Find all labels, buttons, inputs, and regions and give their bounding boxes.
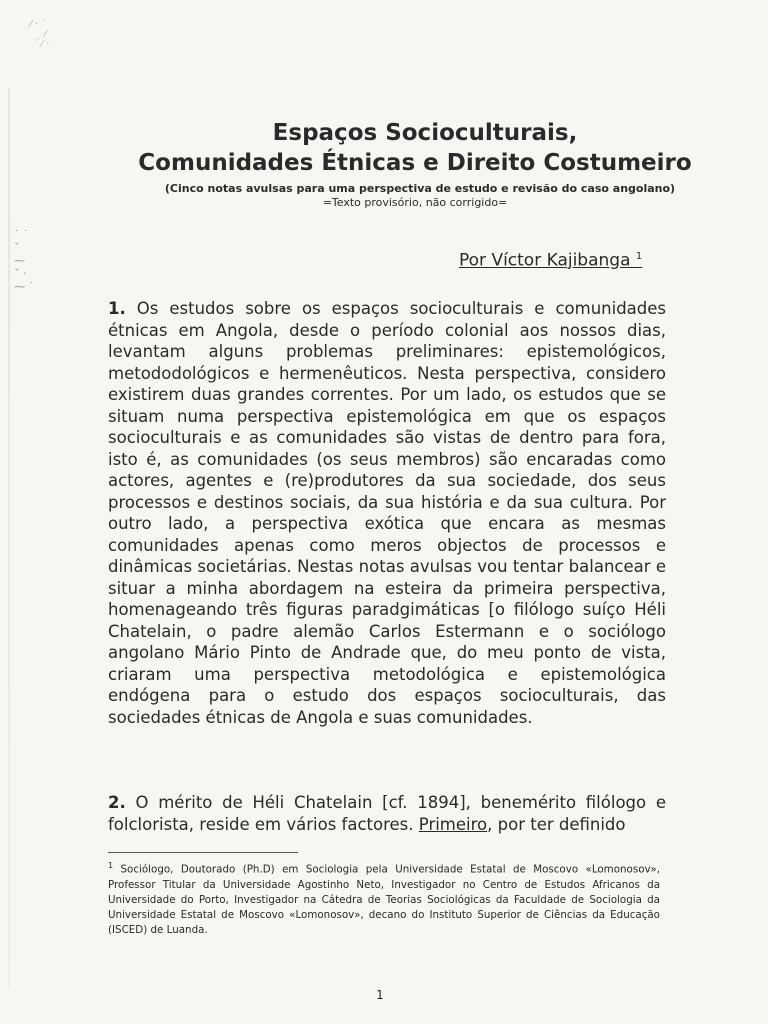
footnote-text: Sociólogo, Doutorado (Ph.D) em Sociologia pela Universidade Estatal de Moscovo «Lomonosov», Professor Titular da Universidade Agostinho Neto, Investigador no Centro de Estudos Africanos da Universidade do Porto, Investigador na Cátedra de Teorias Sociológicas da Faculdade de Sociologia da Universidade Estatal de Moscovo «Lomonosov», decano do Instituto Superior de Ciências da Educação (ISCED) de Luanda. <box>108 863 660 937</box>
paragraph-1-text: Os estudos sobre os espaços socioculturais e comunidades étnicas em Angola, desde o período colonial aos nossos dias, levantam alguns problemas preliminares: epistemológicos, metododológicos e hermenêuticos. Nesta perspectiva, considero existirem duas grandes correntes. Por um lado, os estudos que se situam numa perspectiva epistemológica em que os espaços socioculturais e as comunidades são vistas de dentro para fora, isto é, as comunidades (os seus membros) são encaradas como actores, agentes e (re)produtores da sua sociedade, dos seus processos e destinos sociais, da sua história e da sua cultura. Por outro lado, a perspectiva exótica que encara as mesmas comunidades apenas como meros objectos de processos e dinâmicas societárias. Nestas notas avulsas vou tentar balancear e situar a minha abordagem na esteira da primeira perspectiva, homenageando três figuras paradgimáticas [o filólogo suíço Héli Chatelain, o padre alemão Carlos Estermann e o sociólogo angolano Mário Pinto de Andrade que, do meu ponto de vista, criaram uma perspectiva metodológica e epistemológica endógena para o estudo dos espaços socioculturais, das sociedades étnicas de Angola e suas comunidades. <box>108 299 667 727</box>
page-fold-line <box>8 88 10 988</box>
author-name: Por Víctor Kajibanga <box>459 250 631 271</box>
paragraph-1-number: 1. <box>108 299 126 318</box>
footnote-divider <box>108 852 298 853</box>
author-line <box>459 246 674 272</box>
paragraph-1 <box>108 298 666 728</box>
title-line-2: Comunidades Étnicas e Direito Costumeiro <box>138 150 692 176</box>
paragraph-2-underlined: Primeiro <box>418 814 488 834</box>
hole-punch-marks: ˙ ˙ ˇ ⁓ ˇ · ⁓ ˙ <box>14 228 34 293</box>
paragraph-2-text-after: , por ter definido <box>487 814 626 834</box>
provisional-note: =Texto provisório, não corrigido= <box>322 196 508 209</box>
paragraph-2 <box>108 792 666 835</box>
subtitle: (Cinco notas avulsas para uma perspectiva de estudo e revisão do caso angolano) <box>164 182 676 195</box>
author-footnote-ref: 1 <box>635 251 643 262</box>
footnote <box>108 858 660 938</box>
page-number: 1 <box>376 988 384 1002</box>
paragraph-2-number: 2. <box>108 793 126 812</box>
paragraph-2-text: O mérito de Héli Chatelain [cf. 1894], benemérito filólogo e folclorista, reside em vários factores. <box>108 793 667 834</box>
document-header <box>100 118 700 210</box>
corner-smudge: ⁄ · ˙ ˎ ⁄ ˙ ⁄ · <box>30 19 50 50</box>
title-line-1: Espaços Socioculturais, <box>272 120 578 146</box>
footnote-marker: 1 <box>108 861 114 870</box>
